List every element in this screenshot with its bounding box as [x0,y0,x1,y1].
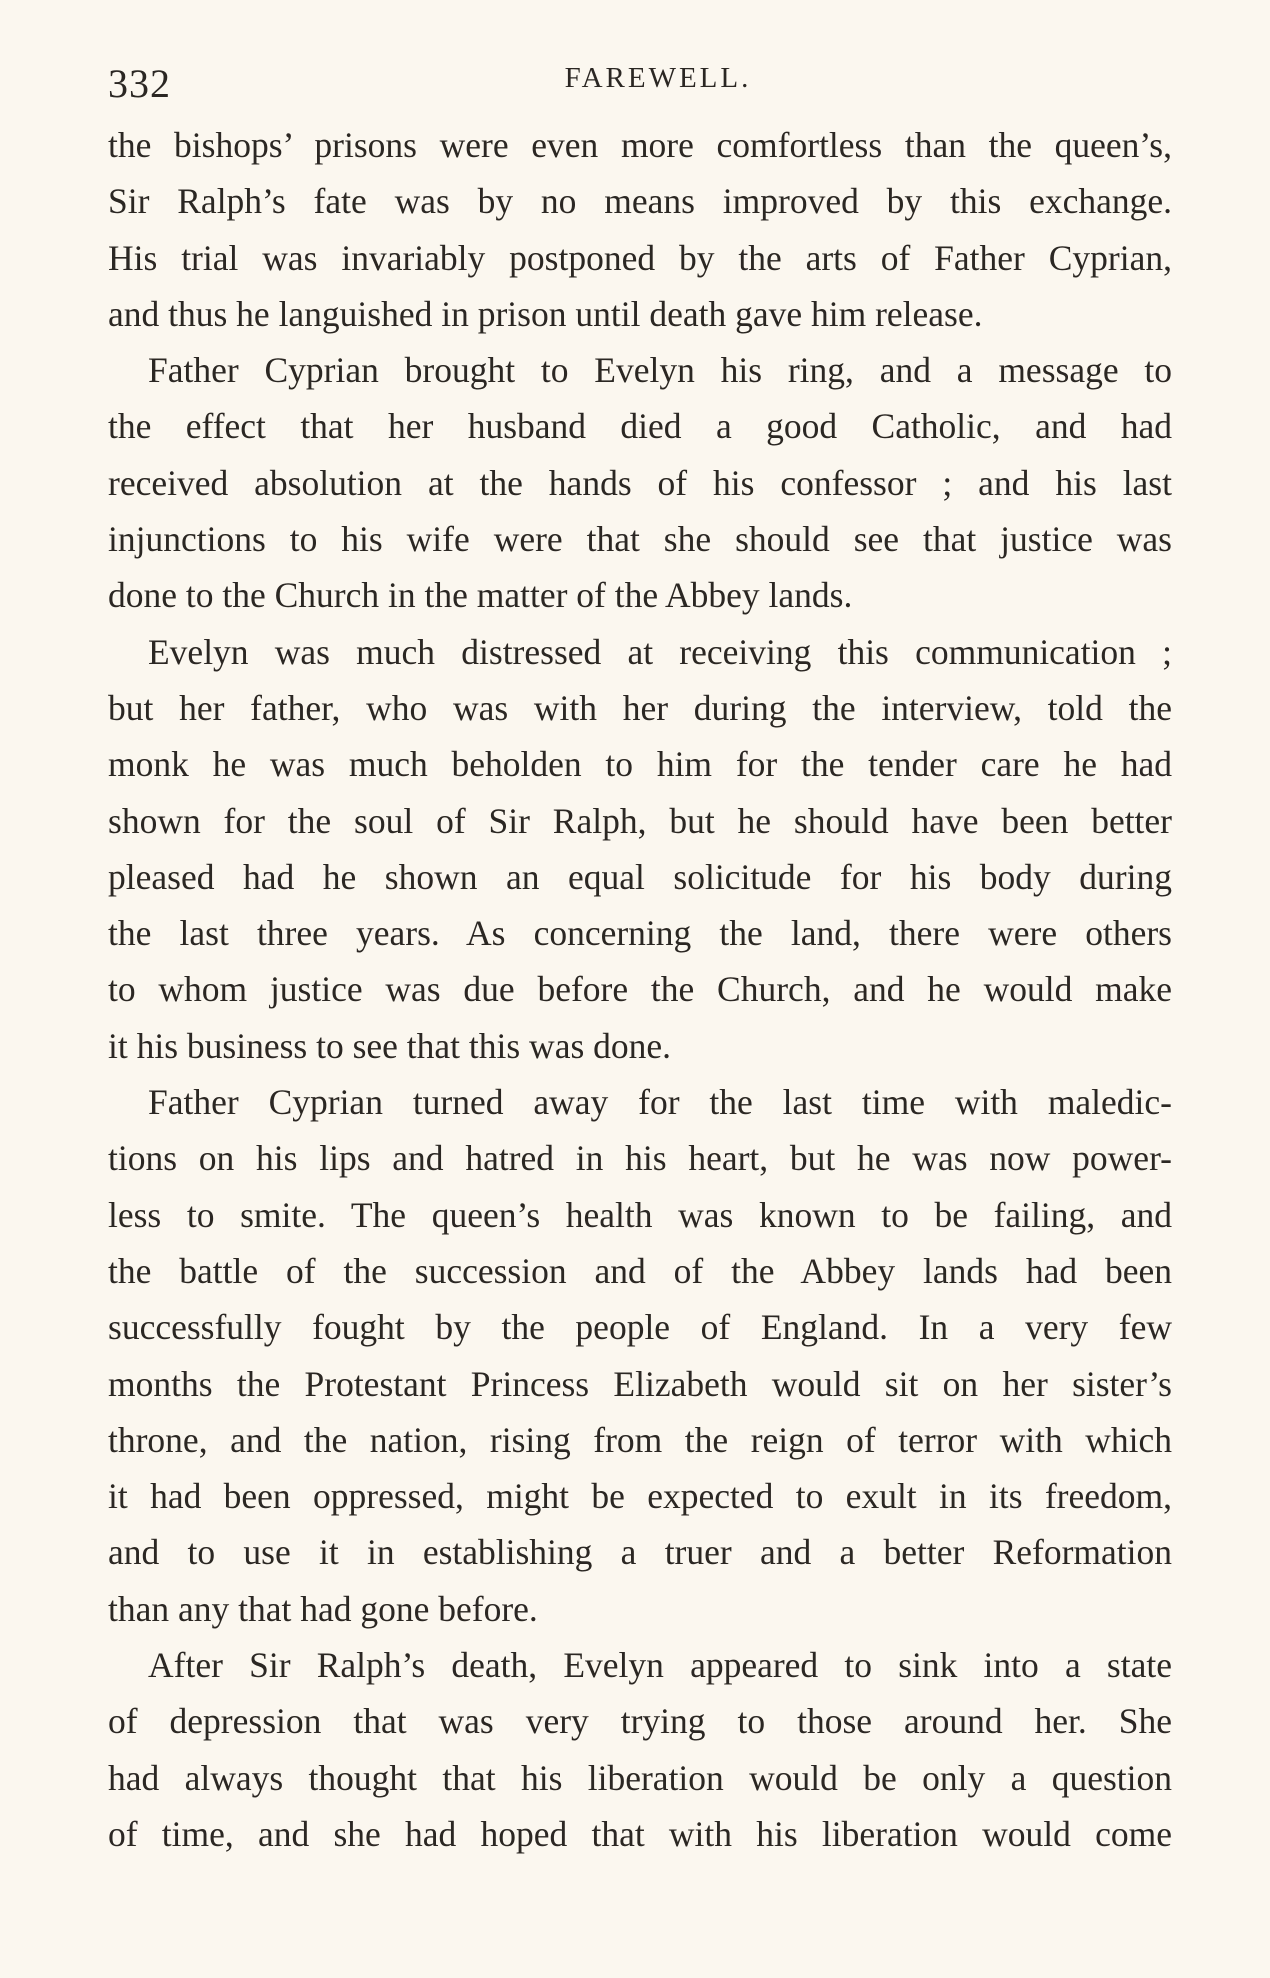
text-line: the last three years. As concerning the land, there were others [108,913,1172,954]
text-line: less to smite. The queen’s health was known to be failing, and [108,1194,1172,1235]
text-line: than any that had gone before. [108,1588,538,1629]
text-line: injunctions to his wife were that she should see that justice was [108,519,1172,560]
paragraph [108,117,1172,342]
text-line: throne, and the nation, rising from the reign of terror with which [108,1419,1172,1460]
text-line: done to the Church in the matter of the Abbey lands. [108,575,853,616]
text-line: to whom justice was due before the Church, and he would make [108,969,1172,1010]
text-line: it had been oppressed, might be expected to exult in its freedom, [108,1476,1172,1517]
text-line: tions on his lips and hatred in his heart, but he was now power- [108,1138,1172,1179]
body-text [108,117,1172,1862]
text-line: but her father, who was with her during the interview, told the [108,687,1172,728]
text-line: and to use it in establishing a truer and a better Reformation [108,1532,1172,1573]
text-line: the bishops’ prisons were even more comfortless than the queen’s, [108,125,1172,165]
text-line: monk he was much beholden to him for the tender care he had [108,744,1172,785]
text-line: Evelyn was much distressed at receiving this communication ; [148,631,1172,672]
text-line: Father Cyprian turned away for the last time with maledic- [148,1082,1172,1123]
text-line: successfully fought by the people of England. In a very few [108,1307,1172,1348]
text-line: His trial was invariably postponed by the arts of Father Cyprian, [108,237,1172,278]
text-line: had always thought that his liberation would be only a question [108,1757,1172,1798]
text-line: received absolution at the hands of his confessor ; and his last [108,462,1172,503]
text-line: pleased had he shown an equal solicitude for his body during [108,856,1172,897]
page-number: 332 [108,61,171,106]
text-line: it his business to see that this was done. [108,1025,672,1066]
paragraph [108,342,1172,623]
text-line: Sir Ralph’s fate was by no means improved by this exchange. [108,181,1172,222]
running-title: FAREWELL. [564,62,752,94]
text-line: and thus he languished in prison until death gave him release. [108,293,983,334]
text-line: the battle of the succession and of the Abbey lands had been [108,1250,1172,1291]
text-line: shown for the soul of Sir Ralph, but he should have been better [108,800,1172,841]
text-line: of depression that was very trying to those around her. She [108,1701,1172,1742]
text-line: Father Cyprian brought to Evelyn his ring, and a message to [148,350,1172,391]
text-line: After Sir Ralph’s death, Evelyn appeared to sink into a state [148,1645,1172,1686]
paragraph [108,624,1172,1074]
running-head [108,52,1168,112]
text-line: the effect that her husband died a good Catholic, and had [108,406,1172,447]
paragraph [108,1637,1172,1862]
text-line: months the Protestant Princess Elizabeth would sit on her sister’s [108,1363,1172,1404]
text-line: of time, and she had hoped that with his liberation would come [108,1813,1172,1854]
paragraph [108,1074,1172,1637]
